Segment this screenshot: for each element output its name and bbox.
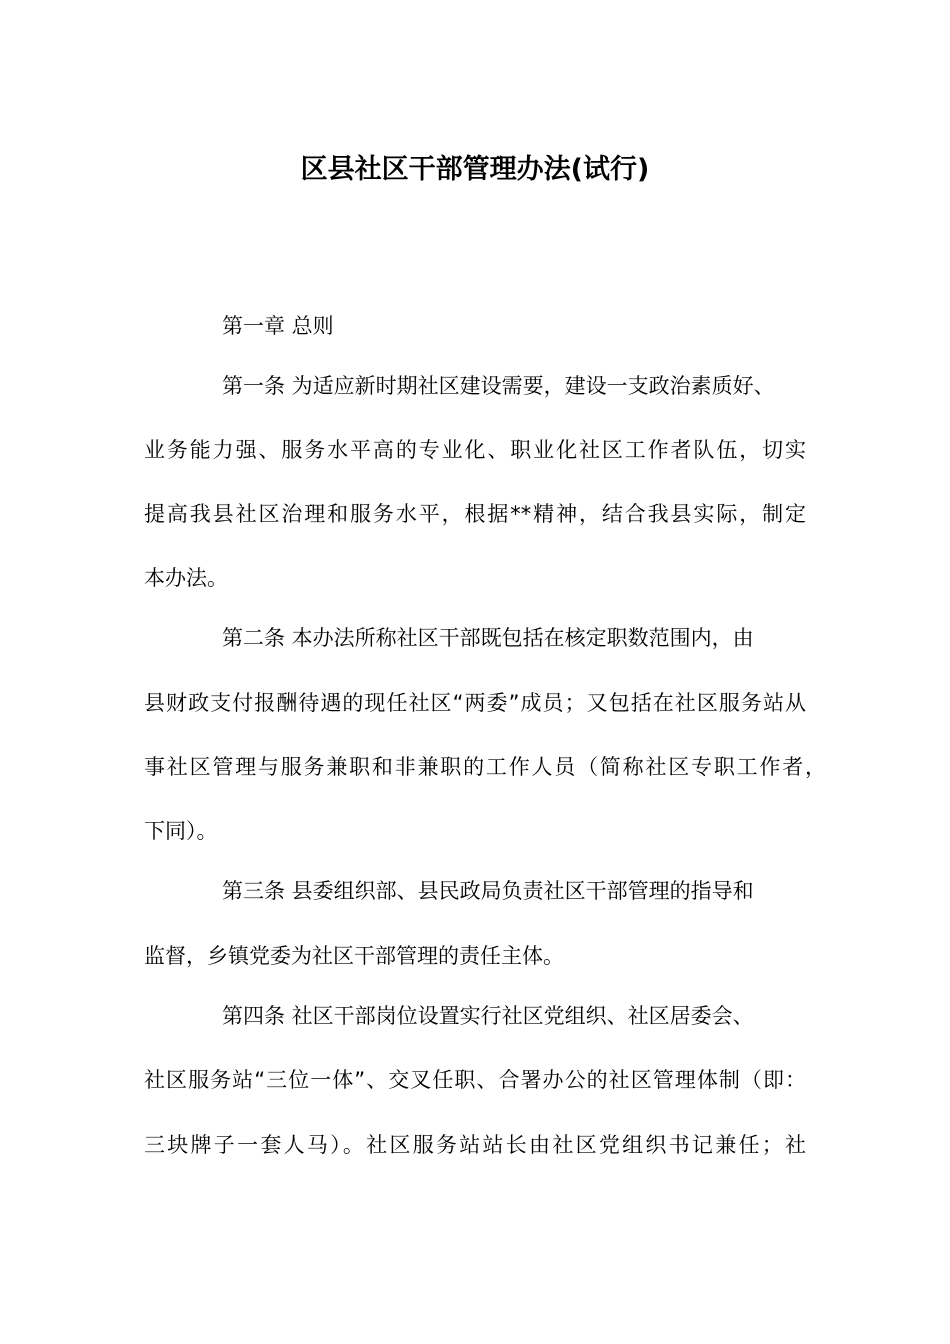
article-3-line-2: 监督，乡镇党委为社区干部管理的责任主体。 [144, 944, 564, 968]
article-4-line-3: 三块牌子一套人马）。社区服务站站长由社区党组织书记兼任；社 [144, 1133, 806, 1157]
document-title: 区县社区干部管理办法(试行) [300, 154, 650, 185]
article-1-line-1: 第一条 为适应新时期社区建设需要，建设一支政治素质好、 [222, 374, 775, 398]
article-2-line-4: 下同）。 [144, 819, 218, 843]
article-4-line-2: 社区服务站“三位一体”、交叉任职、合署办公的社区管理体制（即： [144, 1068, 806, 1092]
article-2-line-2: 县财政支付报酬待遇的现任社区“两委”成员；又包括在社区服务站从 [144, 691, 806, 715]
article-2-line-1: 第二条 本办法所称社区干部既包括在核定职数范围内，由 [222, 626, 754, 650]
article-1-line-2: 业务能力强、服务水平高的专业化、职业化社区工作者队伍，切实 [144, 438, 806, 462]
chapter-heading: 第一章 总则 [222, 314, 334, 338]
article-3-line-1: 第三条 县委组织部、县民政局负责社区干部管理的指导和 [222, 879, 754, 903]
article-1-line-4: 本办法。 [144, 566, 228, 590]
article-2-line-3: 事社区管理与服务兼职和非兼职的工作人员（简称社区专职工作者， [144, 755, 826, 779]
article-4-line-1: 第四条 社区干部岗位设置实行社区党组织、社区居委会、 [222, 1004, 754, 1028]
article-1-line-3: 提高我县社区治理和服务水平，根据**精神，结合我县实际，制定 [144, 502, 806, 526]
